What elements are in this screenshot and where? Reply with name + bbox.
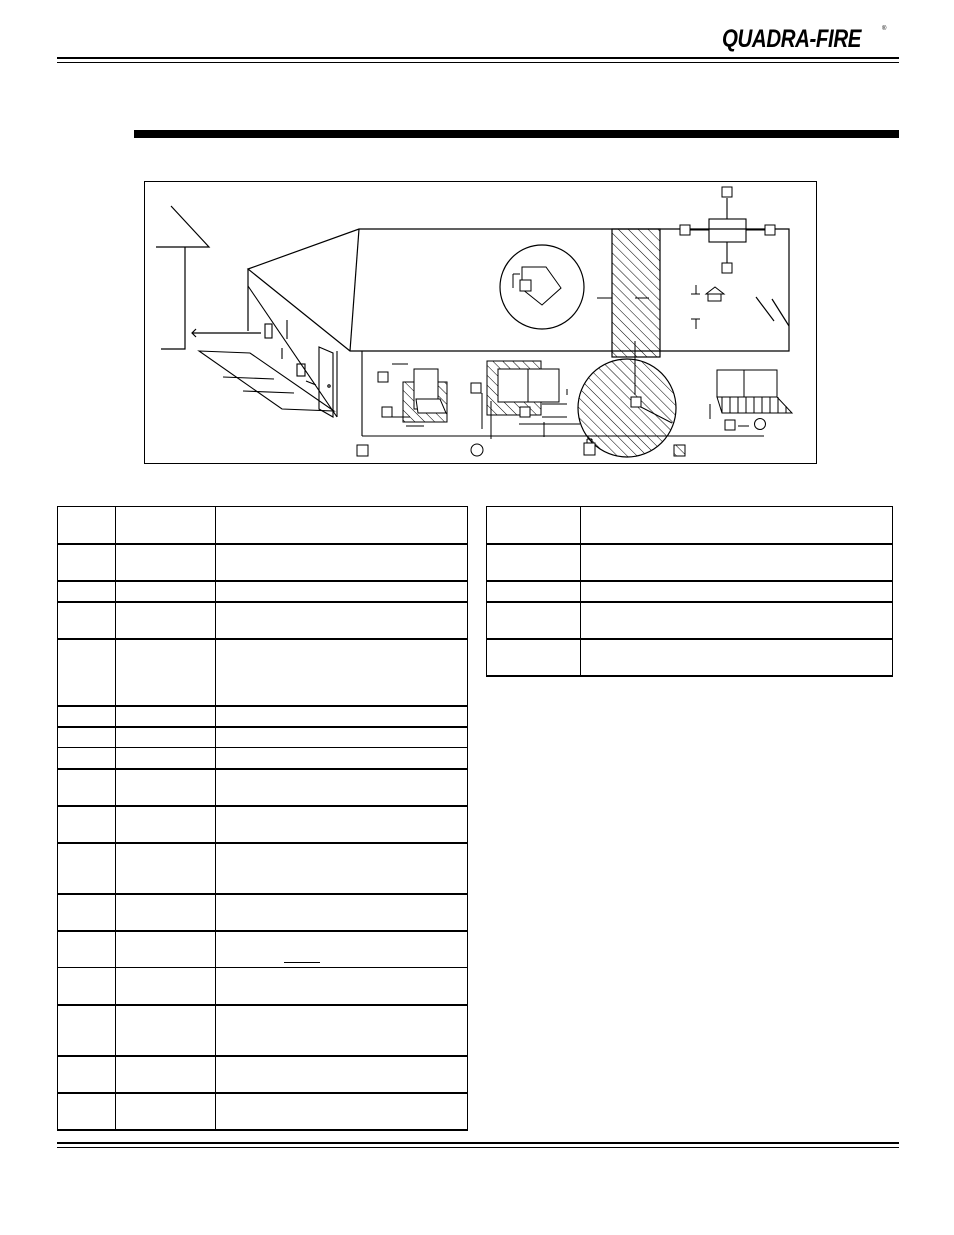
- table-row: [58, 769, 468, 806]
- plan-view-clearance: [687, 198, 765, 263]
- table-row: [58, 602, 468, 639]
- marker-plan-top: [722, 187, 732, 197]
- marker-sill: [520, 407, 530, 417]
- legend-square: [357, 445, 368, 456]
- chimney-clearance-zone: [578, 229, 676, 457]
- table-row: [487, 602, 893, 639]
- diagram-frame: [145, 182, 817, 464]
- legend-square-tab: [584, 443, 595, 455]
- table-row: [58, 894, 468, 931]
- marker-plan-right: [765, 225, 775, 235]
- table-row: [58, 968, 468, 1005]
- table-row: [58, 727, 468, 748]
- table-row: [58, 1093, 468, 1130]
- footer-rule-thin: [57, 1147, 899, 1148]
- table-row: [58, 581, 468, 602]
- section-heading-bar: [134, 130, 899, 138]
- detail-inset: [500, 245, 584, 329]
- adjacent-building: [156, 206, 261, 349]
- table-row: [58, 748, 468, 769]
- brand-logo: [722, 24, 892, 54]
- marker-circle-deck: [755, 419, 766, 430]
- legend-circle: [471, 444, 483, 456]
- table-row: [487, 544, 893, 581]
- footer-rule-thick: [57, 1142, 899, 1144]
- table-row: [58, 931, 468, 968]
- underline-mark: [284, 962, 320, 963]
- front-wall-features: [392, 361, 580, 439]
- registered-mark: ®: [882, 26, 887, 32]
- marker-deck: [725, 420, 735, 430]
- brand-logo-text: QUADRA-FIRE: [722, 25, 861, 53]
- table-row: [58, 639, 468, 706]
- table-row: [58, 1056, 468, 1093]
- table-row: [487, 639, 893, 676]
- table-row: [58, 806, 468, 843]
- header-rule-thick: [57, 57, 899, 59]
- marker-window: [378, 372, 388, 382]
- table-row: [58, 706, 468, 727]
- deck: [710, 370, 792, 426]
- header-rule-thin: [57, 62, 899, 63]
- table-row: [58, 544, 468, 581]
- marker-plan-left: [680, 225, 690, 235]
- table-row: [58, 1005, 468, 1056]
- table-row: [487, 581, 893, 602]
- table-row: [487, 507, 893, 544]
- clearance-table-right: [486, 506, 893, 677]
- house-side-wall: [199, 286, 337, 417]
- marker-meter: [631, 397, 641, 407]
- exterior-vent-clearance-diagram: [144, 181, 817, 464]
- marker-appliance: [471, 383, 481, 393]
- marker-plan-bottom: [722, 263, 732, 273]
- clearance-table-left: [57, 506, 468, 1131]
- legend-hatched-square: [674, 445, 685, 456]
- table-row: [58, 843, 468, 894]
- roof-cap-vent: [691, 285, 724, 329]
- table-row: [58, 507, 468, 544]
- marker-wall-left: [382, 407, 392, 417]
